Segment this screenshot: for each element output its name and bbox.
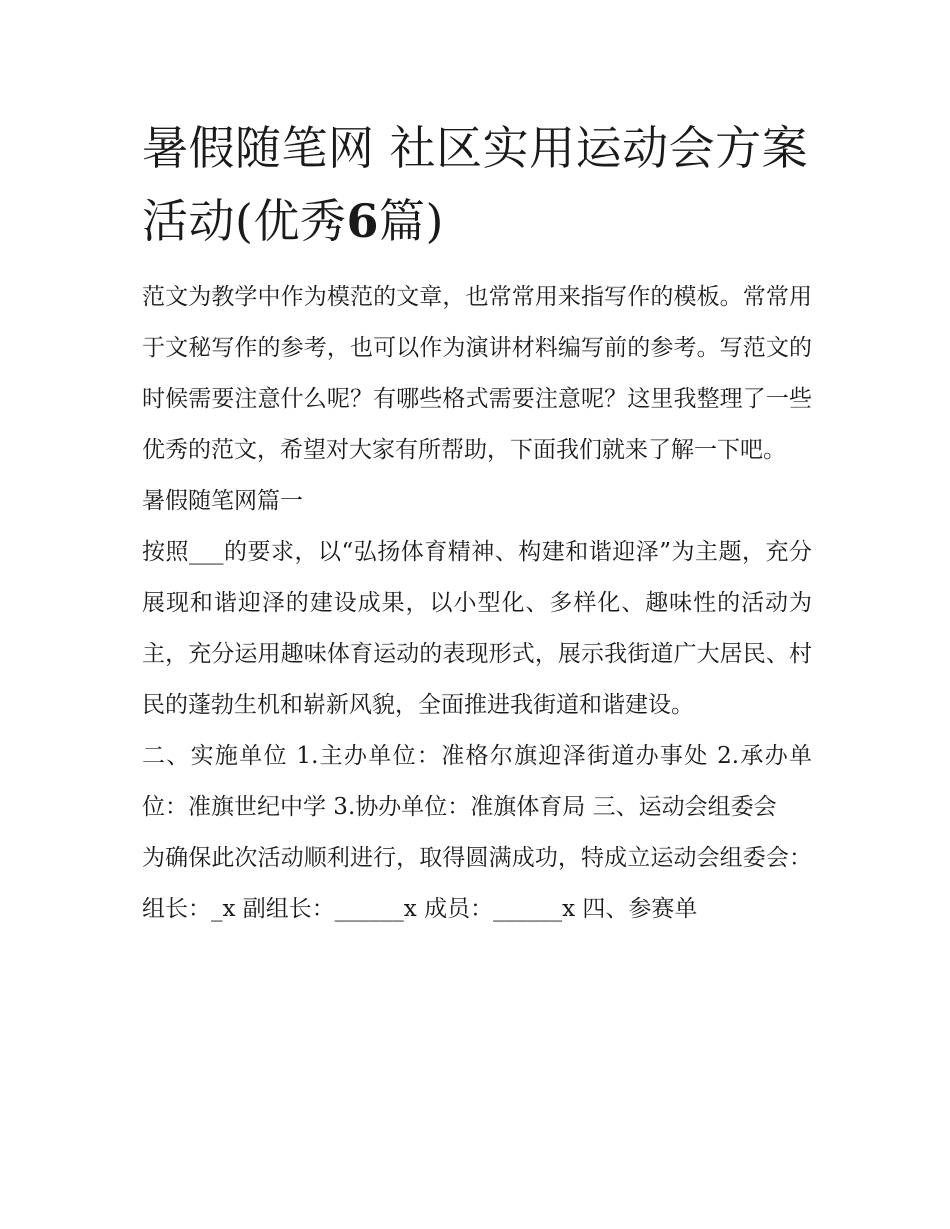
title-suffix: 篇) [378,194,444,248]
body-paragraph-3: 为确保此次活动顺利进行，取得圆满成功，特成立运动会组委会： 组长：_x 副组长：______x 成员：______x 四、参赛单 [142,845,812,922]
section-heading: 暑假随笔网篇一 [142,488,303,514]
body-paragraph-2: 二、实施单位 1.主办单位：准格尔旗迎泽街道办事处 2.承办单位：准旗世纪中学 3.协办单位：准旗体育局 三、运动会组委会 [142,743,812,820]
intro-paragraph: 范文为教学中作为模范的文章，也常常用来指写作的模板。常常用于文秘写作的参考，也可以作为演讲材料编写前的参考。写范文的时候需要注意什么呢？有哪些格式需要注意呢？这里我整理了一些优秀的范文，希望对大家有所帮助，下面我们就来了解一下吧。 [142,284,812,463]
title-text: 暑假随笔网 社区实用运动会方案活动(优秀 [142,121,809,248]
title-number: 6 [346,194,379,248]
document-page [142,112,812,935]
body-paragraph-1: 按照___的要求，以“弘扬体育精神、构建和谐迎泽”为主题，充分展现和谐迎泽的建设成果，以小型化、多样化、趣味性的活动为主，充分运用趣味体育运动的表现形式，展示我街道广大居民、村民的蓬勃生机和崭新风貌，全面推进我街道和谐建设。 [142,539,812,718]
document-title [142,112,812,258]
